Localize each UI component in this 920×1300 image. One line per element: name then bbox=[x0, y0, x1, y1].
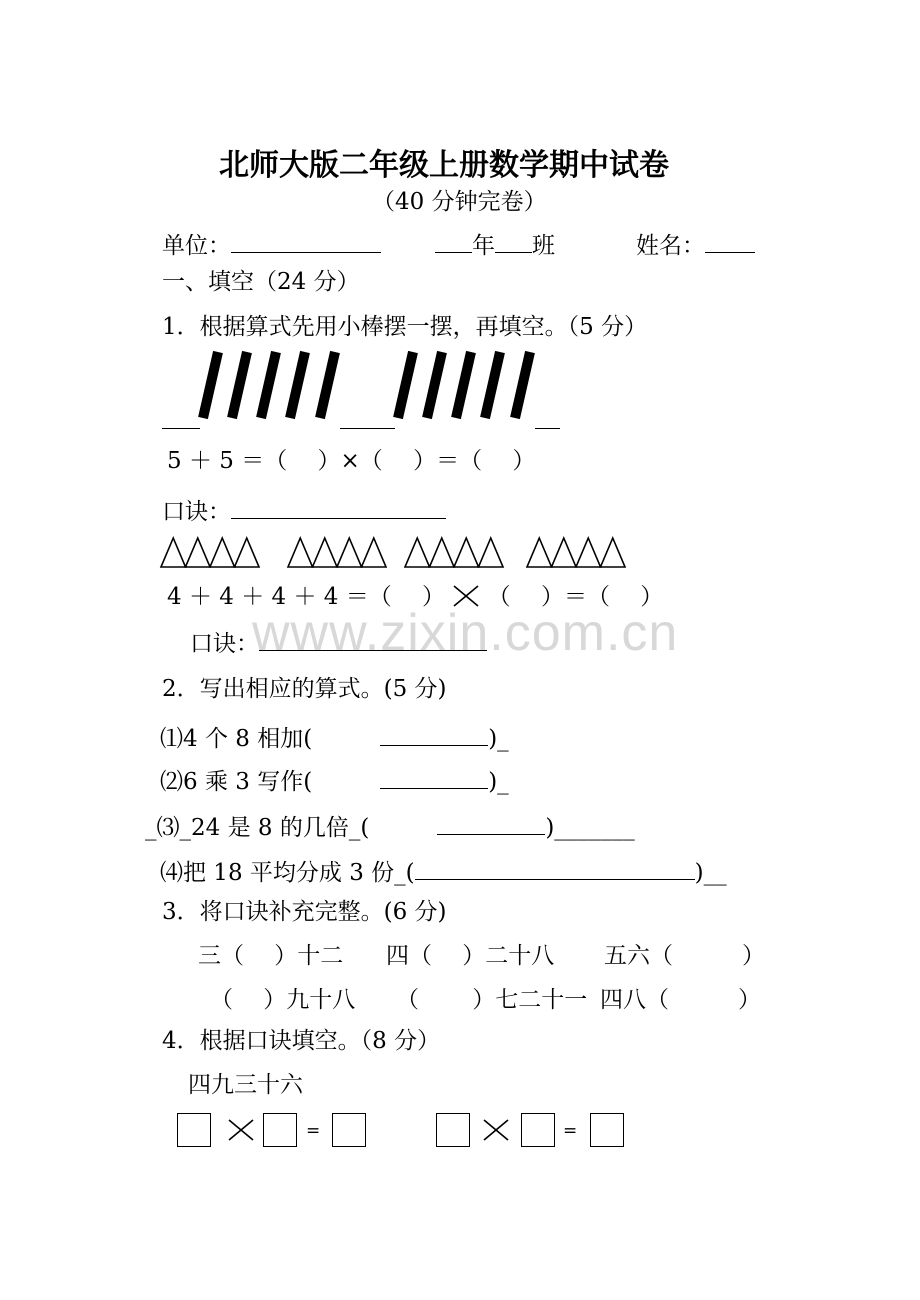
triangle bbox=[527, 538, 552, 567]
triangle bbox=[430, 538, 455, 567]
answer-blank[interactable] bbox=[437, 812, 545, 835]
triangle bbox=[552, 538, 577, 567]
koujue-label: 口诀： bbox=[190, 631, 259, 657]
koujue-item: （ ）七二十一 bbox=[396, 987, 588, 1013]
class-label: 班 bbox=[532, 233, 555, 259]
q4-koujue: 四九三十六 bbox=[188, 1072, 303, 1098]
page-title: 北师大版二年级上册数学期中试卷 bbox=[219, 148, 669, 183]
koujue-item: 四八（ ） bbox=[600, 987, 761, 1013]
answer-blank[interactable] bbox=[415, 857, 695, 880]
section-heading: 一、填空（24 分） bbox=[162, 269, 360, 295]
triangle bbox=[576, 538, 601, 567]
times-icon bbox=[227, 1118, 255, 1142]
q1-prompt: 1．根据算式先用小棒摆一摆，再填空。（5 分） bbox=[162, 314, 648, 340]
triangle bbox=[235, 538, 260, 567]
equation-b-right: （ ）＝（ ） bbox=[487, 584, 664, 610]
triangle bbox=[337, 538, 362, 567]
answer-box[interactable] bbox=[263, 1113, 297, 1147]
answer-blank[interactable] bbox=[380, 766, 488, 789]
q2-item: ⑵6 乘 3 写作( )_ bbox=[160, 766, 509, 794]
answer-box[interactable] bbox=[332, 1113, 366, 1147]
answer-box[interactable] bbox=[521, 1113, 555, 1147]
q2-item: ⑷把 18 平均分成 3 份_( )__ bbox=[160, 857, 727, 885]
triangle bbox=[601, 538, 626, 567]
triangle bbox=[454, 538, 479, 567]
koujue-item: 三（ ）十二 bbox=[198, 943, 344, 969]
q1-equation-a: 5 ＋ 5 ＝（ ）×（ ）＝（ ） bbox=[167, 448, 536, 474]
watermark: www.zixin.com.cn bbox=[252, 604, 679, 662]
triangle bbox=[161, 538, 186, 567]
answer-blank[interactable] bbox=[380, 723, 488, 746]
koujue-item: 五六（ ） bbox=[604, 943, 765, 969]
koujue-item: 四（ ）二十八 bbox=[386, 943, 555, 969]
triangle bbox=[288, 538, 313, 567]
q2-item: _⑶_24 是 8 的几倍_( )_______ bbox=[145, 812, 635, 840]
triangle bbox=[362, 538, 387, 567]
unit-label: 单位： bbox=[162, 233, 231, 259]
koujue-item: （ ）九十八 bbox=[210, 987, 356, 1013]
page-subtitle: （40 分钟完卷） bbox=[372, 189, 547, 215]
triangle bbox=[186, 538, 211, 567]
q3-prompt: 3．将口诀补充完整。(6 分) bbox=[162, 899, 447, 925]
answer-box[interactable] bbox=[177, 1113, 211, 1147]
q4-prompt: 4．根据口诀填空。（8 分） bbox=[162, 1028, 441, 1054]
grade-label: 年 bbox=[472, 233, 495, 259]
times-icon bbox=[482, 1118, 510, 1142]
answer-box[interactable] bbox=[436, 1113, 470, 1147]
q2-prompt: 2．写出相应的算式。(5 分) bbox=[162, 676, 447, 702]
triangle bbox=[210, 538, 235, 567]
q2-item: ⑴4 个 8 相加( )_ bbox=[160, 723, 509, 751]
name-label: 姓名： bbox=[636, 233, 705, 259]
equals-sign: = bbox=[563, 1121, 578, 1141]
triangle bbox=[313, 538, 338, 567]
equation-b-left: 4 ＋ 4 ＋ 4 ＋ 4 ＝（ ） bbox=[167, 584, 446, 610]
equals-sign: = bbox=[306, 1121, 321, 1141]
answer-box[interactable] bbox=[590, 1113, 624, 1147]
triangle bbox=[479, 538, 504, 567]
koujue-label: 口诀： bbox=[162, 499, 231, 525]
triangle bbox=[405, 538, 430, 567]
